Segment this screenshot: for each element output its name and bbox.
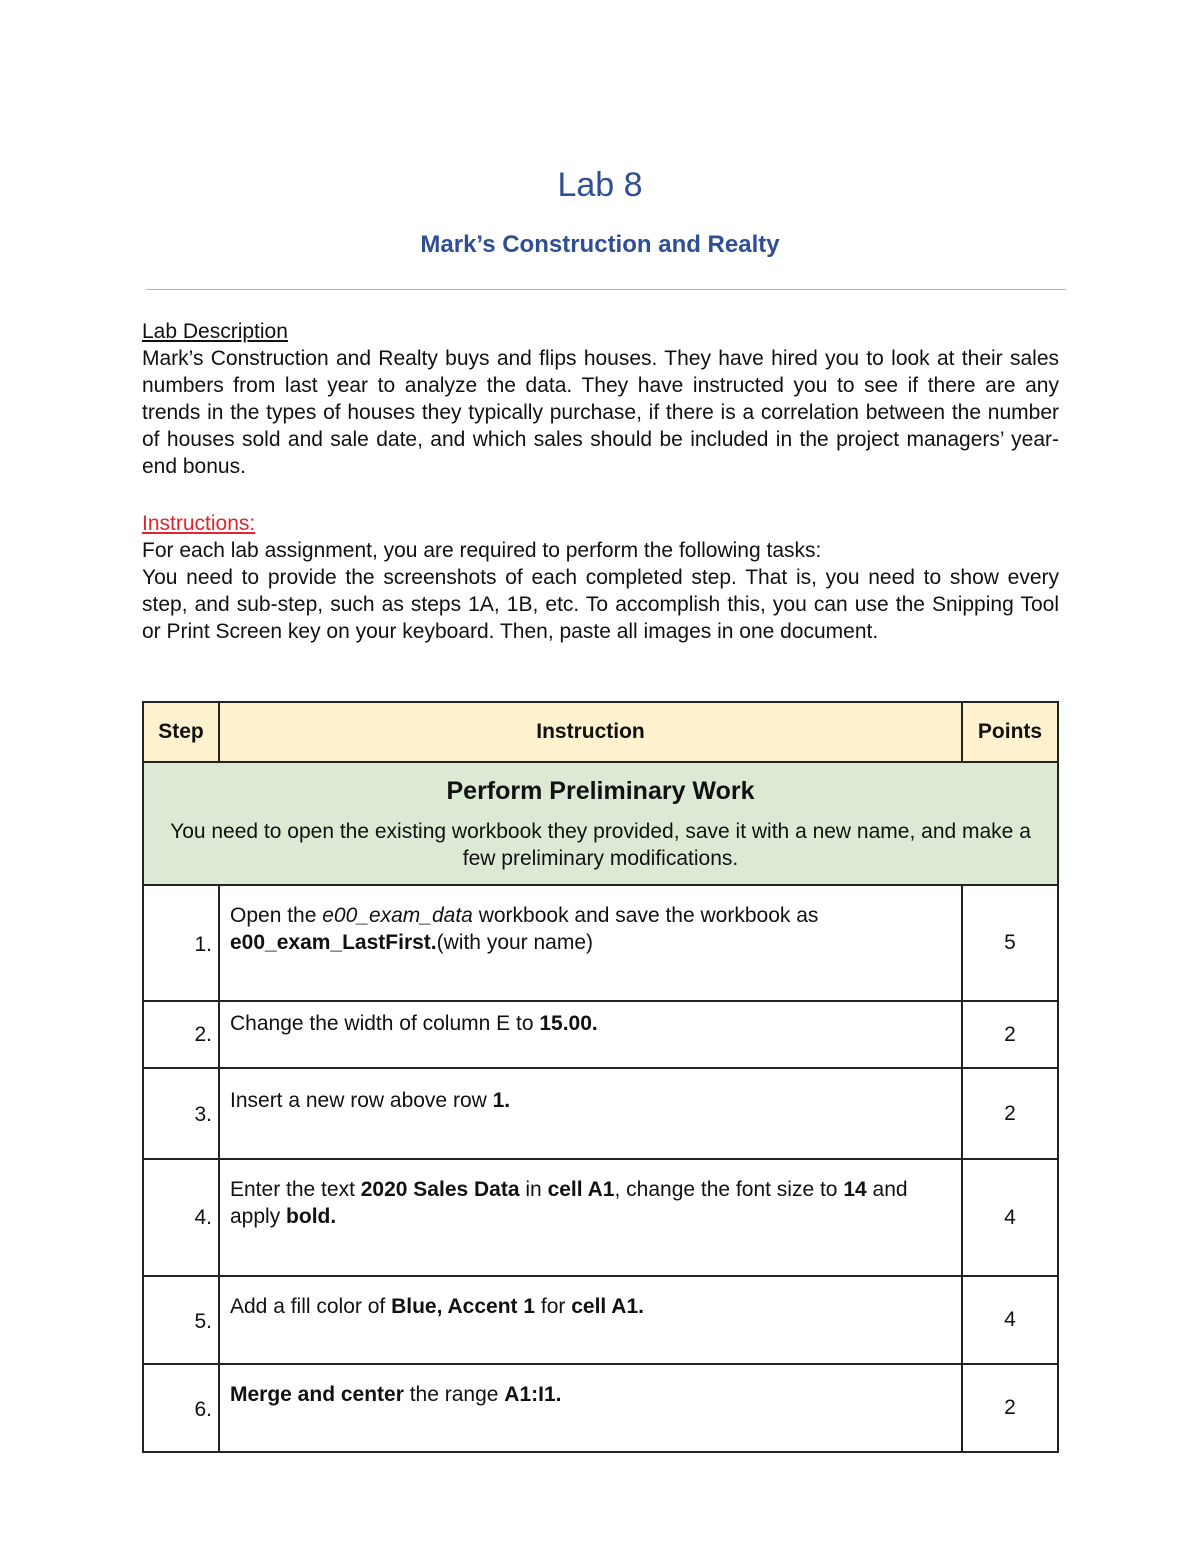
step-instruction: Open the e00_exam_data workbook and save the workbook as e00_exam_LastFirst.(with your name) (219, 885, 962, 1001)
header-step: Step (143, 702, 219, 762)
step-points: 4 (962, 1276, 1058, 1364)
steps-table (142, 701, 1059, 1453)
step-number: 3. (143, 1068, 219, 1159)
step-instruction: Change the width of column E to 15.00. (219, 1001, 962, 1068)
lab-description-heading: Lab Description (142, 320, 288, 343)
step-points: 2 (962, 1364, 1058, 1452)
document-title: Lab 8 (557, 166, 643, 204)
table-row (143, 885, 1058, 1001)
group-cell (143, 762, 1058, 885)
step-points: 2 (962, 1068, 1058, 1159)
group-description: You need to open the existing workbook they provided, save it with a new name, and make a few preliminary modifications. (170, 820, 1031, 870)
title-divider (146, 289, 1066, 290)
table-row (143, 1159, 1058, 1276)
instructions-heading: Instructions: (142, 512, 256, 535)
group-title: Perform Preliminary Work (446, 777, 755, 805)
group-row (143, 762, 1058, 885)
step-points: 5 (962, 885, 1058, 1001)
table-header-row (143, 702, 1058, 762)
step-instruction: Add a fill color of Blue, Accent 1 for cell A1. (219, 1276, 962, 1364)
step-number: 2. (143, 1001, 219, 1068)
instructions-text: You need to provide the screenshots of each completed step. That is, you need to show every step, and sub-step, such as steps 1A, 1B, etc. To accomplish this, you can use the Snipping Tool or Print Screen key on your keyboard. Then, paste all images in one document. (142, 566, 1059, 643)
step-number: 5. (143, 1276, 219, 1364)
table-row (143, 1276, 1058, 1364)
step-number: 4. (143, 1159, 219, 1276)
step-points: 2 (962, 1001, 1058, 1068)
step-number: 6. (143, 1364, 219, 1452)
table-row (143, 1364, 1058, 1452)
header-points: Points (962, 702, 1058, 762)
step-points: 4 (962, 1159, 1058, 1276)
document-subtitle: Mark’s Construction and Realty (420, 231, 780, 258)
lab-description-text: Mark’s Construction and Realty buys and flips houses. They have hired you to look at their sales numbers from last year to analyze the data. They have instructed you to see if there are any trends in the types of houses they typically purchase, if there is a correlation between the number of houses sold and sale date, and which sales should be included in the project managers’ year-end bonus. (142, 347, 1059, 478)
step-instruction: Insert a new row above row 1. (219, 1068, 962, 1159)
instructions-intro: For each lab assignment, you are required to perform the following tasks: (142, 539, 822, 562)
step-number: 1. (143, 885, 219, 1001)
step-instruction: Enter the text 2020 Sales Data in cell A1, change the font size to 14 and apply bold. (219, 1159, 962, 1276)
table-row (143, 1001, 1058, 1068)
table-row (143, 1068, 1058, 1159)
step-instruction: Merge and center the range A1:I1. (219, 1364, 962, 1452)
header-instruction: Instruction (219, 702, 962, 762)
